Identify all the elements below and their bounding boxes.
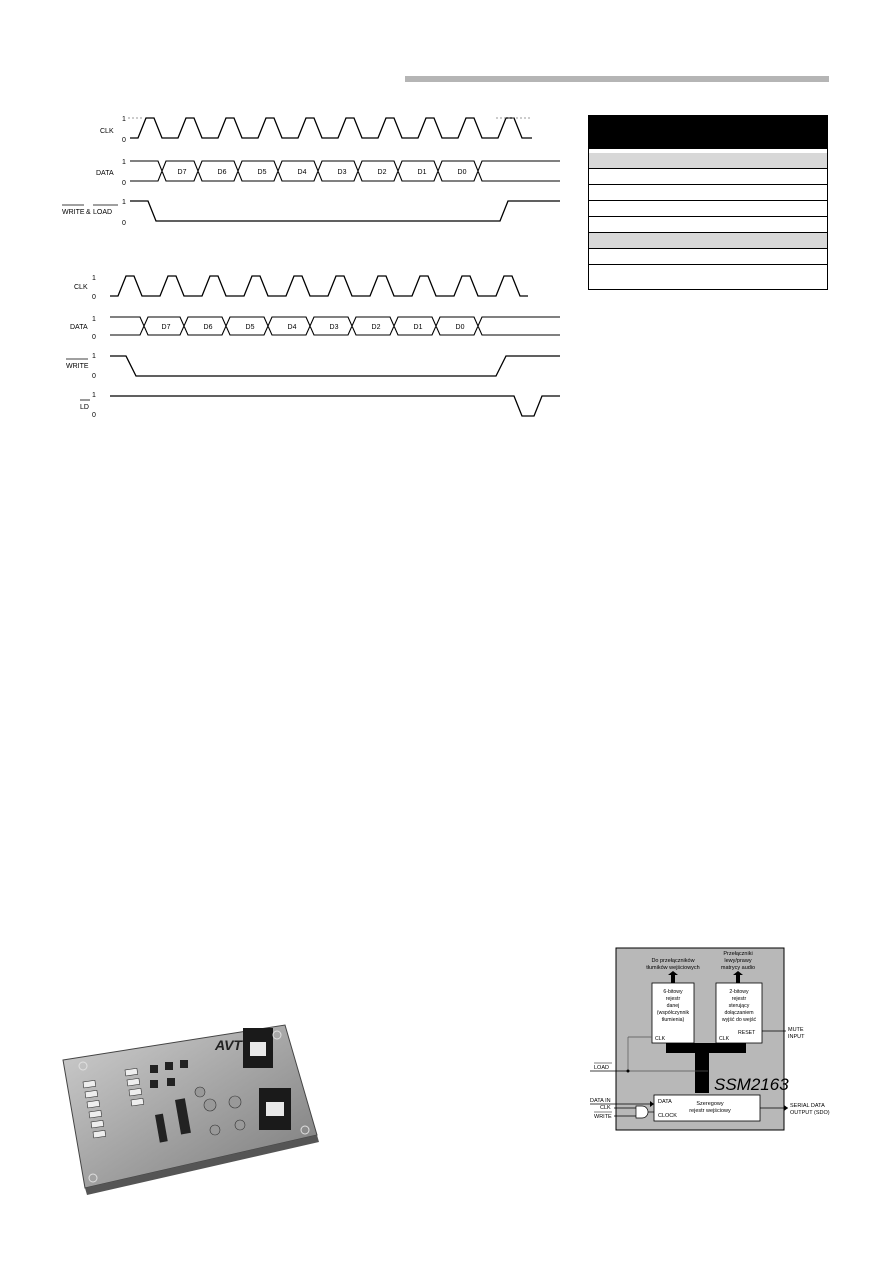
bit-label: D3	[337, 169, 347, 176]
bit-label: D6	[203, 324, 213, 331]
bit-label: D0	[457, 169, 467, 176]
svg-text:MUTE: MUTE	[788, 1027, 804, 1033]
caption-switches-2: lewy/prawy	[724, 958, 752, 964]
svg-text:CLK: CLK	[600, 1105, 611, 1111]
clk-level-0: 0	[92, 294, 96, 301]
svg-text:6-bitowy: 6-bitowy	[663, 989, 683, 995]
svg-text:tłumienia): tłumienia)	[661, 1017, 685, 1023]
caption-switches-3: matrycy audio	[720, 965, 756, 971]
clk-waveform	[130, 118, 532, 138]
clk-level-0: 0	[122, 137, 126, 144]
bit-label: D3	[329, 324, 339, 331]
ld-label: LD	[80, 404, 89, 411]
clk-label: CLK	[74, 284, 88, 291]
data-level-0: 0	[92, 334, 96, 341]
ctrl-level-0: 0	[122, 220, 126, 227]
svg-text:RESET: RESET	[738, 1030, 756, 1036]
svg-text:LOAD: LOAD	[594, 1065, 609, 1071]
write-level-0: 0	[92, 373, 96, 380]
table-row	[589, 265, 827, 281]
bit-label: D6	[217, 169, 227, 176]
data-label: DATA	[70, 324, 88, 331]
svg-text:sterujący: sterujący	[728, 1003, 750, 1009]
ld-level-0: 0	[92, 412, 96, 419]
svg-text:DATA IN: DATA IN	[590, 1098, 611, 1104]
bit-label: D5	[245, 324, 255, 331]
ld-level-1: 1	[92, 392, 96, 399]
relay-2	[259, 1088, 291, 1130]
ctrl-label-amp: &	[86, 209, 91, 216]
svg-text:wyjść do wejść: wyjść do wejść	[721, 1017, 757, 1023]
bit-label: D0	[455, 324, 465, 331]
bit-label: D1	[413, 324, 423, 331]
svg-text:INPUT: INPUT	[788, 1034, 805, 1040]
write-label: WRITE	[66, 363, 89, 370]
timing-diagram-upper	[60, 108, 580, 233]
bit-label: D5	[257, 169, 267, 176]
svg-text:Szeregowy: Szeregowy	[696, 1101, 724, 1107]
table-header	[589, 116, 827, 149]
write-waveform	[110, 356, 560, 376]
caption-switches-1: Przełączniki	[723, 951, 753, 957]
and-gate	[636, 1106, 648, 1118]
bit-label: D1	[417, 169, 427, 176]
svg-text:dołączaniem: dołączaniem	[724, 1010, 754, 1016]
svg-text:WRITE: WRITE	[594, 1114, 612, 1120]
clk-waveform	[110, 276, 528, 296]
bit-label: D2	[371, 324, 381, 331]
svg-text:rejestr: rejestr	[665, 996, 681, 1002]
clk-label: CLK	[100, 128, 114, 135]
bit-label: D2	[377, 169, 387, 176]
clk-level-1: 1	[92, 275, 96, 282]
table-row	[589, 169, 827, 185]
svg-text:DATA: DATA	[658, 1099, 672, 1105]
caption-attenuators-1: Do przełączników	[651, 958, 695, 964]
ctrl-label-write: WRITE	[62, 209, 85, 216]
ssm2163-block-diagram	[588, 945, 838, 1135]
bit-label: D4	[297, 169, 307, 176]
relay-1	[243, 1028, 273, 1068]
table-row	[589, 217, 827, 233]
data-level-1: 1	[92, 316, 96, 323]
data-level-1: 1	[122, 159, 126, 166]
write-level-1: 1	[92, 353, 96, 360]
svg-text:SERIAL DATA: SERIAL DATA	[790, 1103, 825, 1109]
pcb-logo: AVT	[215, 1037, 242, 1053]
bit-label: D4	[287, 324, 297, 331]
svg-text:rejestr wejściowy: rejestr wejściowy	[689, 1108, 731, 1114]
svg-text:2-bitowy: 2-bitowy	[729, 989, 749, 995]
data-label: DATA	[96, 170, 114, 177]
svg-text:OUTPUT (SDO): OUTPUT (SDO)	[790, 1110, 830, 1116]
register-table	[588, 115, 828, 290]
svg-text:CLOCK: CLOCK	[658, 1113, 677, 1119]
ctrl-level-1: 1	[122, 199, 126, 206]
clk-level-1: 1	[122, 116, 126, 123]
table-row	[589, 185, 827, 201]
ld-waveform	[110, 396, 560, 416]
table-row	[589, 249, 827, 265]
svg-text:CLK: CLK	[719, 1036, 730, 1042]
header-rule	[405, 76, 829, 82]
svg-text:rejestr: rejestr	[731, 996, 747, 1002]
data-level-0: 0	[122, 180, 126, 187]
svg-text:CLK: CLK	[655, 1036, 666, 1042]
svg-text:(współczynnik: (współczynnik	[656, 1010, 690, 1016]
svg-text:danej: danej	[666, 1003, 680, 1009]
bit-label: D7	[177, 169, 187, 176]
timing-diagram-lower	[60, 268, 580, 428]
bit-label: D7	[161, 324, 171, 331]
ctrl-label-load: LOAD	[93, 209, 113, 216]
chip-name: SSM2163	[714, 1075, 789, 1094]
table-row	[589, 153, 827, 169]
table-row	[589, 233, 827, 249]
pcb-photo	[55, 1020, 325, 1200]
caption-attenuators-2: tłumików wejściowych	[646, 965, 700, 971]
write-load-waveform	[130, 201, 560, 221]
table-row	[589, 201, 827, 217]
